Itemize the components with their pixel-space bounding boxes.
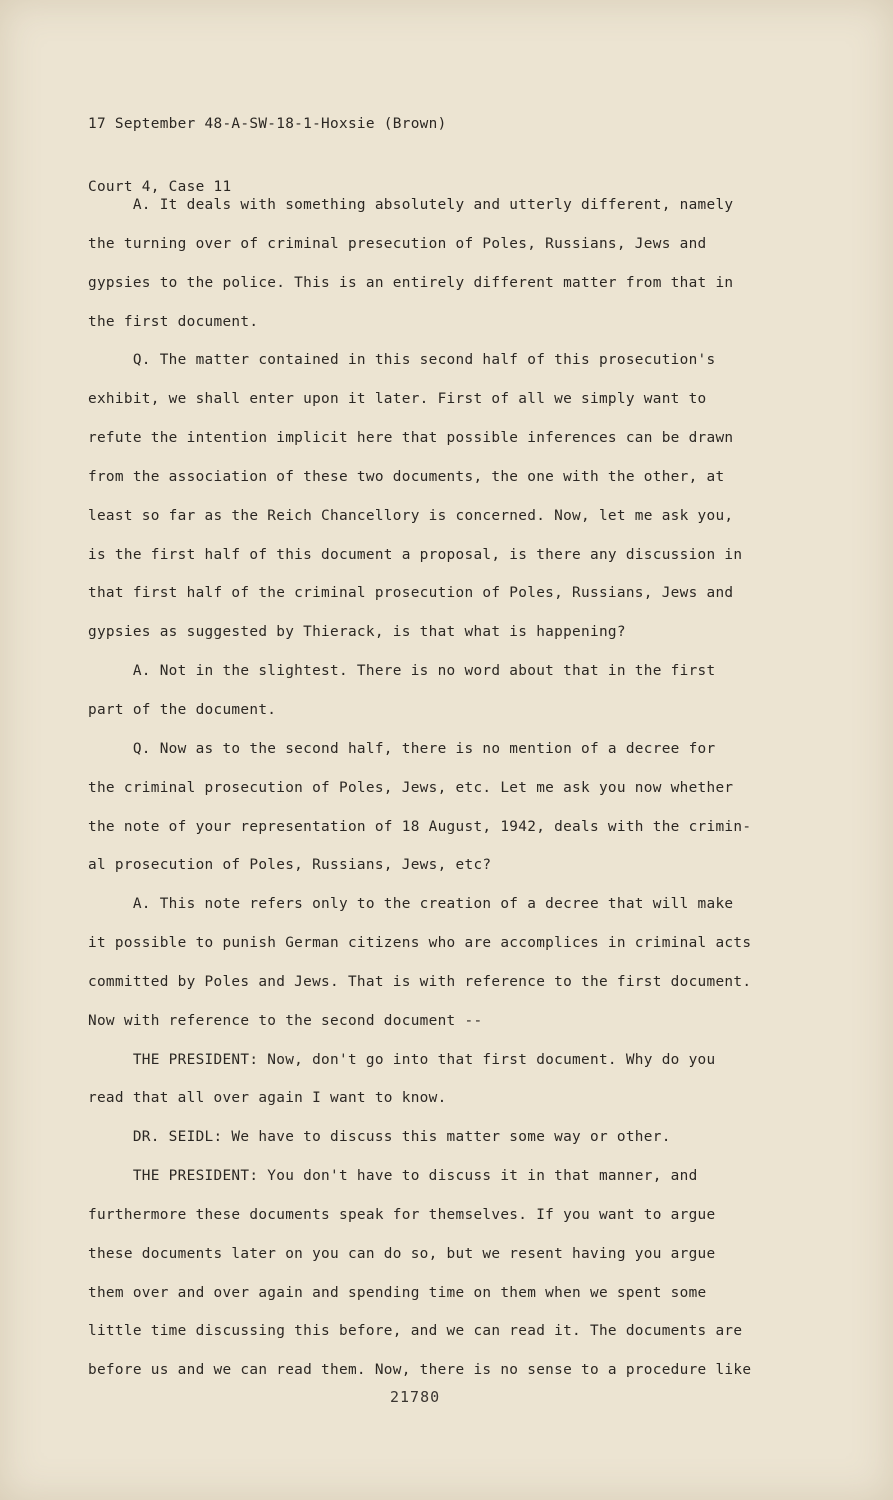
transcript-line: them over and over again and spending time on them when we spent some — [88, 1284, 707, 1301]
header-reference-line: 17 September 48-A-SW-18-1-Hoxsie (Brown) — [88, 116, 447, 132]
transcript-line: that first half of the criminal prosecution of Poles, Russians, Jews and — [88, 585, 734, 602]
transcript-line: refute the intention implicit here that possible inferences can be drawn — [88, 430, 734, 447]
transcript-line: Now with reference to the second document -- — [88, 1012, 483, 1029]
transcript-line: exhibit, we shall enter upon it later. First of all we simply want to — [88, 391, 707, 408]
transcript-line: it possible to punish German citizens who are accomplices in criminal acts — [88, 935, 752, 952]
transcript-line: read that all over again I want to know. — [88, 1090, 447, 1107]
transcript-line: part of the document. — [88, 701, 277, 718]
transcript-line: committed by Poles and Jews. That is with reference to the first document. — [88, 973, 752, 990]
transcript-line: THE PRESIDENT: Now, don't go into that first document. Why do you — [88, 1051, 716, 1068]
transcript-line: furthermore these documents speak for themselves. If you want to argue — [88, 1206, 716, 1223]
transcript-line: THE PRESIDENT: You don't have to discuss it in that manner, and — [88, 1168, 698, 1185]
transcript-line: A. It deals with something absolutely and utterly different, namely — [88, 197, 734, 213]
transcript-line: the criminal prosecution of Poles, Jews, etc. Let me ask you now whether — [88, 779, 734, 796]
transcript-line: gypsies to the police. This is an entirely different matter from that in — [88, 274, 734, 291]
transcript-line: these documents later on you can do so, but we resent having you argue — [88, 1245, 716, 1262]
transcript-line: Q. Now as to the second half, there is no mention of a decree for — [88, 740, 716, 757]
transcript-line: is the first half of this document a proposal, is there any discussion in — [88, 546, 743, 563]
transcript-line: DR. SEIDL: We have to discuss this matter some way or other. — [88, 1129, 671, 1146]
page-number: 21780 — [390, 1388, 441, 1406]
transcript-line: least so far as the Reich Chancellory is concerned. Now, let me ask you, — [88, 507, 734, 524]
header-court-line: Court 4, Case 11 — [88, 179, 232, 195]
transcript-line: al prosecution of Poles, Russians, Jews, etc? — [88, 857, 492, 874]
transcript-line: the first document. — [88, 313, 259, 330]
transcript-body — [88, 186, 751, 1390]
transcript-line: from the association of these two documents, the one with the other, at — [88, 468, 725, 485]
transcript-line: gypsies as suggested by Thierack, is that what is happening? — [88, 624, 626, 641]
transcript-line: before us and we can read them. Now, there is no sense to a procedure like — [88, 1362, 752, 1379]
transcript-line: A. Not in the slightest. There is no word about that in the first — [88, 663, 716, 680]
transcript-line: Q. The matter contained in this second half of this prosecution's — [88, 352, 716, 369]
transcript-line: little time discussing this before, and we can read it. The documents are — [88, 1323, 743, 1340]
transcript-line: the note of your representation of 18 August, 1942, deals with the crimin- — [88, 818, 752, 835]
transcript-line: A. This note refers only to the creation of a decree that will make — [88, 896, 734, 913]
transcript-line: the turning over of criminal presecution of Poles, Russians, Jews and — [88, 235, 707, 252]
